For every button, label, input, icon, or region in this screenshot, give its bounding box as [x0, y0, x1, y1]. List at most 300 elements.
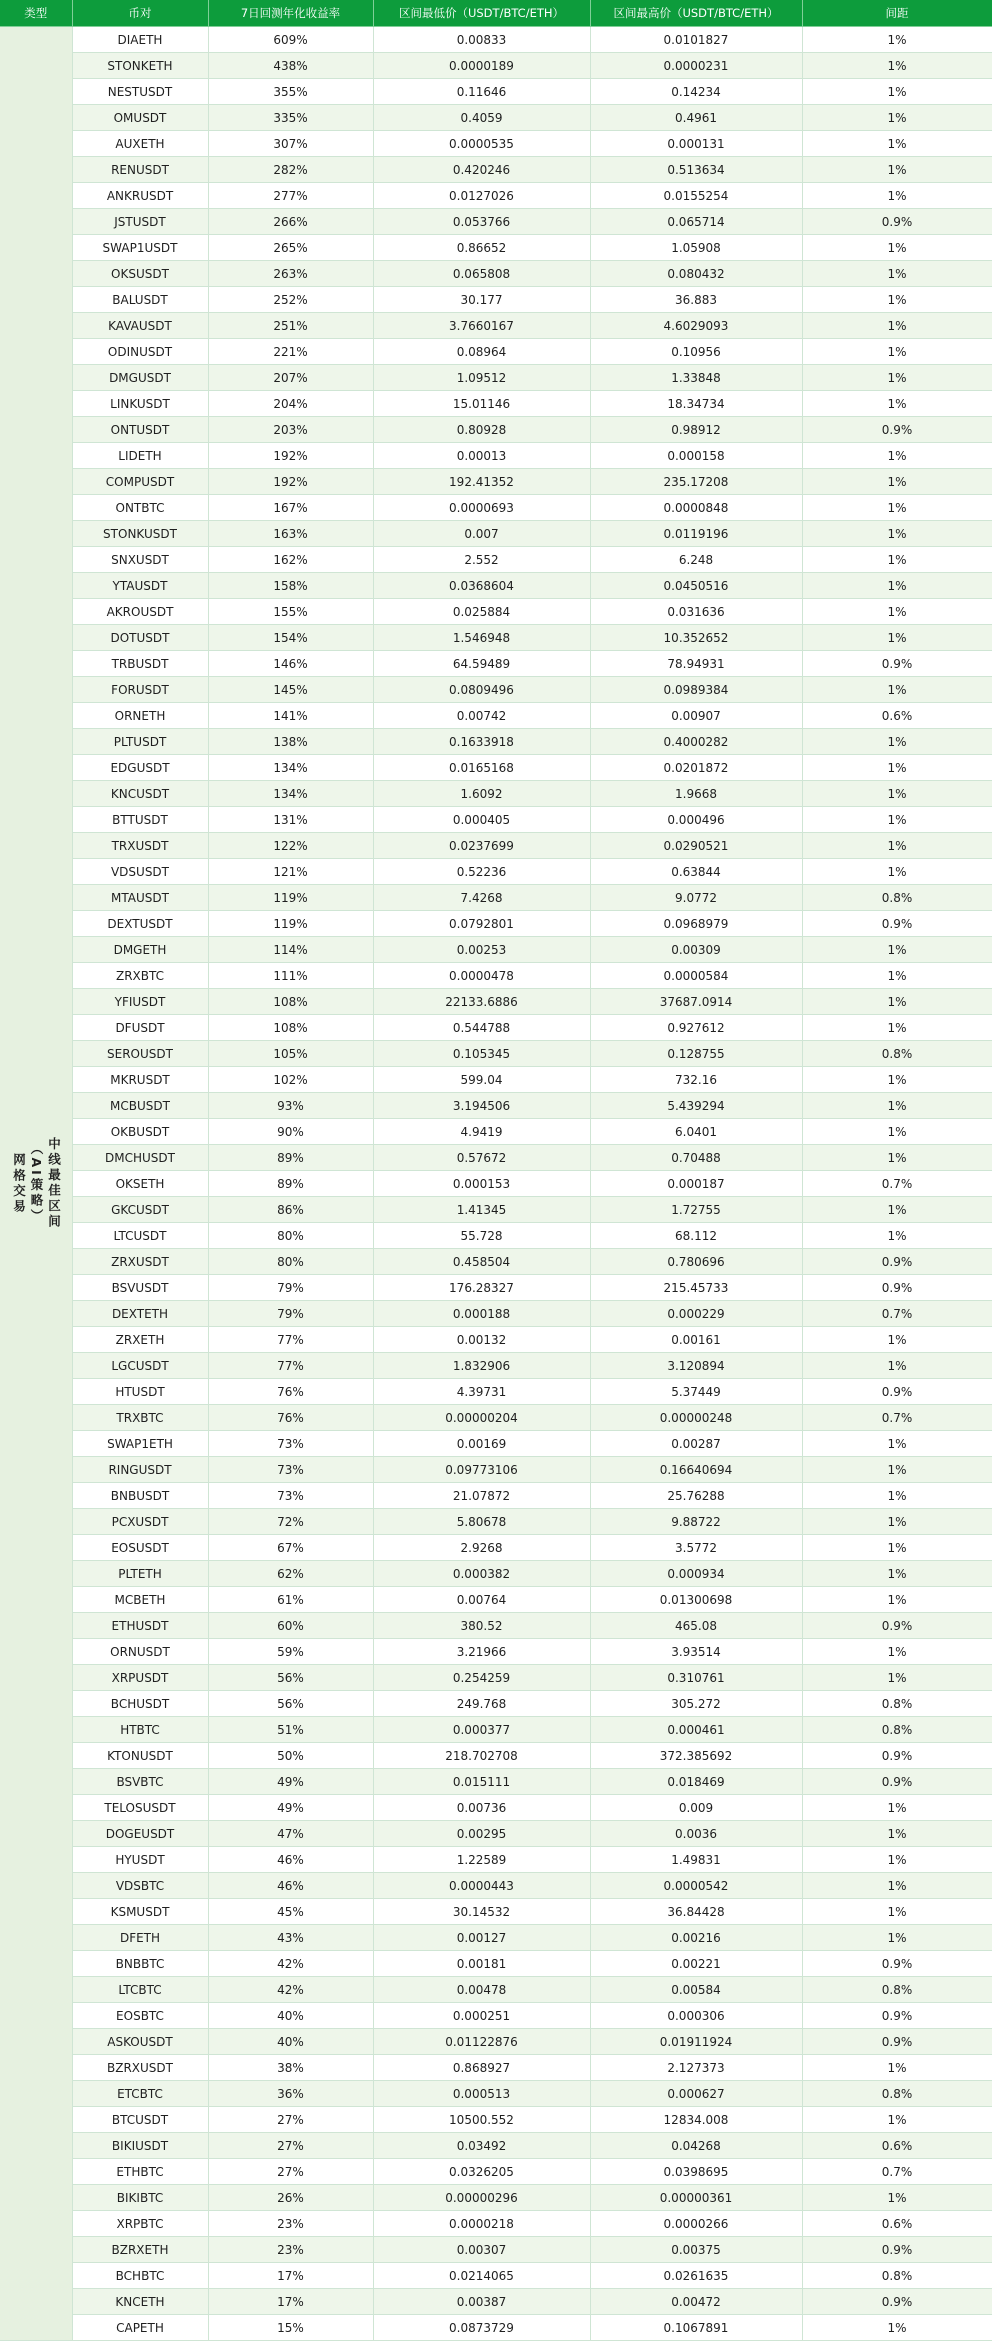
- cell-annual-return: 207%: [208, 365, 373, 391]
- cell-range-low: 0.00307: [373, 2237, 590, 2263]
- cell-range-high: 0.16640694: [590, 1457, 802, 1483]
- cell-annual-return: 141%: [208, 703, 373, 729]
- cell-spacing: 0.6%: [802, 2133, 992, 2159]
- cell-annual-return: 89%: [208, 1171, 373, 1197]
- cell-pair: BIKIBTC: [72, 2185, 208, 2211]
- cell-range-high: 3.93514: [590, 1639, 802, 1665]
- cell-range-high: 78.94931: [590, 651, 802, 677]
- cell-range-high: 0.128755: [590, 1041, 802, 1067]
- table-row: [0, 1197, 992, 1223]
- cell-range-high: 0.00000361: [590, 2185, 802, 2211]
- cell-pair: XRPUSDT: [72, 1665, 208, 1691]
- table-row: [0, 1743, 992, 1769]
- cell-pair: KNCETH: [72, 2289, 208, 2315]
- table-row: [0, 963, 992, 989]
- cell-range-low: 0.0873729: [373, 2315, 590, 2341]
- cell-pair: SWAP1ETH: [72, 1431, 208, 1457]
- cell-annual-return: 335%: [208, 105, 373, 131]
- cell-pair: EOSUSDT: [72, 1535, 208, 1561]
- cell-spacing: 1%: [802, 1353, 992, 1379]
- cell-range-low: 0.86652: [373, 235, 590, 261]
- cell-range-low: 0.0214065: [373, 2263, 590, 2289]
- cell-range-low: 0.000405: [373, 807, 590, 833]
- cell-annual-return: 204%: [208, 391, 373, 417]
- cell-spacing: 1%: [802, 677, 992, 703]
- cell-spacing: 0.9%: [802, 2289, 992, 2315]
- cell-range-high: 0.0290521: [590, 833, 802, 859]
- table-row: [0, 2055, 992, 2081]
- cell-annual-return: 56%: [208, 1665, 373, 1691]
- cell-pair: AKROUSDT: [72, 599, 208, 625]
- cell-range-high: 0.00000248: [590, 1405, 802, 1431]
- cell-spacing: 1%: [802, 1925, 992, 1951]
- cell-annual-return: 17%: [208, 2263, 373, 2289]
- cell-annual-return: 80%: [208, 1223, 373, 1249]
- cell-range-low: 15.01146: [373, 391, 590, 417]
- cell-pair: MTAUSDT: [72, 885, 208, 911]
- table-row: [0, 2211, 992, 2237]
- cell-annual-return: 131%: [208, 807, 373, 833]
- cell-range-high: 0.000158: [590, 443, 802, 469]
- cell-range-low: 21.07872: [373, 1483, 590, 1509]
- cell-annual-return: 609%: [208, 27, 373, 53]
- cell-spacing: 1%: [802, 53, 992, 79]
- cell-range-high: 0.0000848: [590, 495, 802, 521]
- cell-pair: TRXBTC: [72, 1405, 208, 1431]
- cell-range-high: 12834.008: [590, 2107, 802, 2133]
- cell-spacing: 0.8%: [802, 2263, 992, 2289]
- cell-pair: OMUSDT: [72, 105, 208, 131]
- cell-annual-return: 49%: [208, 1795, 373, 1821]
- cell-spacing: 0.6%: [802, 703, 992, 729]
- cell-pair: KAVAUSDT: [72, 313, 208, 339]
- cell-annual-return: 56%: [208, 1691, 373, 1717]
- cell-annual-return: 27%: [208, 2159, 373, 2185]
- cell-range-high: 0.927612: [590, 1015, 802, 1041]
- cell-range-low: 3.194506: [373, 1093, 590, 1119]
- table-row: [0, 573, 992, 599]
- table-row: [0, 2159, 992, 2185]
- table-row: [0, 1379, 992, 1405]
- cell-annual-return: 51%: [208, 1717, 373, 1743]
- table-row: [0, 2289, 992, 2315]
- cell-pair: ZRXUSDT: [72, 1249, 208, 1275]
- cell-annual-return: 40%: [208, 2029, 373, 2055]
- cell-annual-return: 73%: [208, 1431, 373, 1457]
- cell-pair: DMGETH: [72, 937, 208, 963]
- cell-spacing: 1%: [802, 1535, 992, 1561]
- table-row: [0, 677, 992, 703]
- cell-annual-return: 76%: [208, 1379, 373, 1405]
- cell-range-low: 0.0127026: [373, 183, 590, 209]
- cell-range-high: 465.08: [590, 1613, 802, 1639]
- cell-annual-return: 263%: [208, 261, 373, 287]
- table-row: [0, 1509, 992, 1535]
- cell-range-low: 192.41352: [373, 469, 590, 495]
- cell-pair: SWAP1USDT: [72, 235, 208, 261]
- cell-range-high: 4.6029093: [590, 313, 802, 339]
- cell-annual-return: 46%: [208, 1847, 373, 1873]
- cell-spacing: 0.9%: [802, 1249, 992, 1275]
- cell-annual-return: 438%: [208, 53, 373, 79]
- cell-spacing: 1%: [802, 1587, 992, 1613]
- table-row: [0, 911, 992, 937]
- cell-annual-return: 158%: [208, 573, 373, 599]
- table-row: [0, 2263, 992, 2289]
- cell-pair: LTCBTC: [72, 1977, 208, 2003]
- cell-range-low: 0.105345: [373, 1041, 590, 1067]
- table-row: [0, 287, 992, 313]
- table-row: [0, 2185, 992, 2211]
- cell-range-high: 0.0000542: [590, 1873, 802, 1899]
- cell-pair: DMCHUSDT: [72, 1145, 208, 1171]
- cell-range-high: 0.0119196: [590, 521, 802, 547]
- cell-spacing: 1%: [802, 1821, 992, 1847]
- cell-pair: DOGEUSDT: [72, 1821, 208, 1847]
- cell-spacing: 1%: [802, 183, 992, 209]
- cell-range-high: 1.72755: [590, 1197, 802, 1223]
- cell-spacing: 1%: [802, 2055, 992, 2081]
- cell-range-low: 0.00000296: [373, 2185, 590, 2211]
- header-range-low: 区间最低价（USDT/BTC/ETH）: [373, 0, 590, 27]
- cell-pair: BCHBTC: [72, 2263, 208, 2289]
- cell-spacing: 1%: [802, 1093, 992, 1119]
- cell-annual-return: 134%: [208, 755, 373, 781]
- table-row: [0, 131, 992, 157]
- cell-spacing: 0.9%: [802, 417, 992, 443]
- cell-range-low: 10500.552: [373, 2107, 590, 2133]
- cell-pair: BSVBTC: [72, 1769, 208, 1795]
- cell-pair: YFIUSDT: [72, 989, 208, 1015]
- cell-range-low: 0.0000218: [373, 2211, 590, 2237]
- cell-range-high: 25.76288: [590, 1483, 802, 1509]
- cell-annual-return: 105%: [208, 1041, 373, 1067]
- table-row: [0, 1977, 992, 2003]
- cell-range-high: 0.018469: [590, 1769, 802, 1795]
- cell-pair: EDGUSDT: [72, 755, 208, 781]
- cell-annual-return: 45%: [208, 1899, 373, 1925]
- table-row: [0, 1093, 992, 1119]
- cell-pair: OKBUSDT: [72, 1119, 208, 1145]
- cell-pair: PLTETH: [72, 1561, 208, 1587]
- table-row: [0, 2029, 992, 2055]
- table-row: [0, 1223, 992, 1249]
- cell-range-high: 0.0000584: [590, 963, 802, 989]
- cell-spacing: 1%: [802, 729, 992, 755]
- cell-range-high: 0.009: [590, 1795, 802, 1821]
- cell-annual-return: 46%: [208, 1873, 373, 1899]
- cell-range-low: 0.09773106: [373, 1457, 590, 1483]
- cell-pair: OKSETH: [72, 1171, 208, 1197]
- cell-annual-return: 108%: [208, 989, 373, 1015]
- cell-pair: LINKUSDT: [72, 391, 208, 417]
- table-row: [0, 521, 992, 547]
- table-row: [0, 1145, 992, 1171]
- table-row: [0, 1821, 992, 1847]
- cell-range-low: 30.14532: [373, 1899, 590, 1925]
- table-row: [0, 2315, 992, 2341]
- cell-range-high: 0.0155254: [590, 183, 802, 209]
- cell-spacing: 1%: [802, 833, 992, 859]
- cell-pair: BTTUSDT: [72, 807, 208, 833]
- cell-range-high: 0.63844: [590, 859, 802, 885]
- cell-pair: BNBUSDT: [72, 1483, 208, 1509]
- cell-range-high: 0.780696: [590, 1249, 802, 1275]
- cell-annual-return: 145%: [208, 677, 373, 703]
- cell-spacing: 1%: [802, 443, 992, 469]
- cell-pair: KNCUSDT: [72, 781, 208, 807]
- cell-spacing: 0.7%: [802, 2159, 992, 2185]
- table-row: [0, 703, 992, 729]
- cell-range-high: 3.5772: [590, 1535, 802, 1561]
- cell-spacing: 1%: [802, 391, 992, 417]
- cell-spacing: 0.8%: [802, 1691, 992, 1717]
- cell-annual-return: 43%: [208, 1925, 373, 1951]
- cell-range-high: 0.00584: [590, 1977, 802, 2003]
- table-row: [0, 391, 992, 417]
- table-row: [0, 1067, 992, 1093]
- cell-pair: DIAETH: [72, 27, 208, 53]
- cell-spacing: 1%: [802, 937, 992, 963]
- cell-pair: MCBUSDT: [72, 1093, 208, 1119]
- cell-pair: MKRUSDT: [72, 1067, 208, 1093]
- cell-pair: DOTUSDT: [72, 625, 208, 651]
- table-row: [0, 729, 992, 755]
- cell-spacing: 1%: [802, 1639, 992, 1665]
- cell-spacing: 1%: [802, 131, 992, 157]
- table-row: [0, 1899, 992, 1925]
- cell-range-high: 0.0989384: [590, 677, 802, 703]
- cell-range-high: 0.04268: [590, 2133, 802, 2159]
- cell-pair: STONKUSDT: [72, 521, 208, 547]
- table-row: [0, 1301, 992, 1327]
- cell-annual-return: 167%: [208, 495, 373, 521]
- table-row: [0, 1483, 992, 1509]
- table-row: [0, 2107, 992, 2133]
- cell-range-low: 0.458504: [373, 1249, 590, 1275]
- cell-annual-return: 62%: [208, 1561, 373, 1587]
- cell-range-low: 0.08964: [373, 339, 590, 365]
- cell-range-high: 10.352652: [590, 625, 802, 651]
- cell-annual-return: 36%: [208, 2081, 373, 2107]
- cell-pair: VDSBTC: [72, 1873, 208, 1899]
- cell-range-high: 0.000229: [590, 1301, 802, 1327]
- cell-annual-return: 60%: [208, 1613, 373, 1639]
- table-row: [0, 1119, 992, 1145]
- cell-spacing: 1%: [802, 1561, 992, 1587]
- cell-pair: OKSUSDT: [72, 261, 208, 287]
- cell-annual-return: 86%: [208, 1197, 373, 1223]
- table-row: [0, 235, 992, 261]
- cell-annual-return: 154%: [208, 625, 373, 651]
- table-row: [0, 1587, 992, 1613]
- cell-pair: KTONUSDT: [72, 1743, 208, 1769]
- cell-spacing: 1%: [802, 599, 992, 625]
- cell-annual-return: 50%: [208, 1743, 373, 1769]
- cell-pair: RINGUSDT: [72, 1457, 208, 1483]
- cell-spacing: 0.8%: [802, 1977, 992, 2003]
- cell-spacing: 1%: [802, 1483, 992, 1509]
- cell-range-high: 3.120894: [590, 1353, 802, 1379]
- cell-range-high: 0.00287: [590, 1431, 802, 1457]
- table-row: [0, 1665, 992, 1691]
- table-row: [0, 1171, 992, 1197]
- cell-range-high: 0.031636: [590, 599, 802, 625]
- cell-pair: COMPUSDT: [72, 469, 208, 495]
- cell-range-high: 0.00161: [590, 1327, 802, 1353]
- cell-annual-return: 102%: [208, 1067, 373, 1093]
- cell-spacing: 0.9%: [802, 209, 992, 235]
- cell-range-low: 0.065808: [373, 261, 590, 287]
- cell-range-high: 0.0000266: [590, 2211, 802, 2237]
- table-row: [0, 1353, 992, 1379]
- cell-range-low: 0.00478: [373, 1977, 590, 2003]
- cell-range-high: 9.0772: [590, 885, 802, 911]
- cell-annual-return: 40%: [208, 2003, 373, 2029]
- cell-range-low: 4.39731: [373, 1379, 590, 1405]
- cell-annual-return: 111%: [208, 963, 373, 989]
- cell-spacing: 1%: [802, 521, 992, 547]
- table-row: [0, 157, 992, 183]
- cell-annual-return: 73%: [208, 1483, 373, 1509]
- cell-spacing: 1%: [802, 1327, 992, 1353]
- table-row: [0, 495, 992, 521]
- cell-spacing: 1%: [802, 573, 992, 599]
- cell-spacing: 1%: [802, 807, 992, 833]
- header-row: [0, 0, 992, 27]
- table-body: [0, 27, 992, 2341]
- cell-range-high: 0.00309: [590, 937, 802, 963]
- cell-pair: ETHUSDT: [72, 1613, 208, 1639]
- table-row: [0, 1327, 992, 1353]
- cell-spacing: 0.9%: [802, 1769, 992, 1795]
- cell-range-high: 1.49831: [590, 1847, 802, 1873]
- table-row: [0, 1015, 992, 1041]
- cell-annual-return: 282%: [208, 157, 373, 183]
- cell-range-high: 5.37449: [590, 1379, 802, 1405]
- cell-spacing: 0.6%: [802, 2211, 992, 2237]
- cell-spacing: 0.9%: [802, 1613, 992, 1639]
- table-row: [0, 27, 992, 53]
- cell-range-high: 0.080432: [590, 261, 802, 287]
- cell-range-high: 235.17208: [590, 469, 802, 495]
- cell-annual-return: 59%: [208, 1639, 373, 1665]
- cell-range-low: 0.000377: [373, 1717, 590, 1743]
- table-row: [0, 807, 992, 833]
- cell-range-low: 0.52236: [373, 859, 590, 885]
- cell-annual-return: 134%: [208, 781, 373, 807]
- table-row: [0, 599, 992, 625]
- cell-spacing: 0.8%: [802, 1041, 992, 1067]
- cell-pair: BSVUSDT: [72, 1275, 208, 1301]
- cell-range-high: 1.05908: [590, 235, 802, 261]
- cell-pair: MCBETH: [72, 1587, 208, 1613]
- cell-spacing: 1%: [802, 1873, 992, 1899]
- cell-range-high: 215.45733: [590, 1275, 802, 1301]
- cell-annual-return: 73%: [208, 1457, 373, 1483]
- cell-range-high: 0.01911924: [590, 2029, 802, 2055]
- cell-spacing: 1%: [802, 2315, 992, 2341]
- cell-pair: SNXUSDT: [72, 547, 208, 573]
- category-label: [0, 1137, 72, 1230]
- cell-pair: STONKETH: [72, 53, 208, 79]
- header-type: 类型: [0, 0, 72, 27]
- cell-spacing: 1%: [802, 1795, 992, 1821]
- cell-pair: PLTUSDT: [72, 729, 208, 755]
- cell-annual-return: 108%: [208, 1015, 373, 1041]
- cell-range-high: 18.34734: [590, 391, 802, 417]
- cell-annual-return: 47%: [208, 1821, 373, 1847]
- cell-range-high: 2.127373: [590, 2055, 802, 2081]
- cell-range-low: 0.000188: [373, 1301, 590, 1327]
- cell-annual-return: 38%: [208, 2055, 373, 2081]
- table-row: [0, 417, 992, 443]
- cell-range-low: 0.015111: [373, 1769, 590, 1795]
- cell-range-low: 1.41345: [373, 1197, 590, 1223]
- cell-range-low: 1.546948: [373, 625, 590, 651]
- table-row: [0, 781, 992, 807]
- cell-spacing: 1%: [802, 989, 992, 1015]
- cell-annual-return: 277%: [208, 183, 373, 209]
- cell-annual-return: 155%: [208, 599, 373, 625]
- cell-spacing: 1%: [802, 1899, 992, 1925]
- cell-pair: CAPETH: [72, 2315, 208, 2341]
- cell-range-high: 0.0000231: [590, 53, 802, 79]
- cell-range-high: 0.0036: [590, 1821, 802, 1847]
- cell-pair: ORNETH: [72, 703, 208, 729]
- cell-spacing: 1%: [802, 287, 992, 313]
- cell-pair: BTCUSDT: [72, 2107, 208, 2133]
- cell-range-low: 0.0000189: [373, 53, 590, 79]
- cell-spacing: 1%: [802, 469, 992, 495]
- cell-range-high: 5.439294: [590, 1093, 802, 1119]
- cell-range-low: 30.177: [373, 287, 590, 313]
- cell-pair: DFUSDT: [72, 1015, 208, 1041]
- cell-range-low: 599.04: [373, 1067, 590, 1093]
- cell-spacing: 1%: [802, 105, 992, 131]
- cell-pair: VDSUSDT: [72, 859, 208, 885]
- cell-range-low: 7.4268: [373, 885, 590, 911]
- cell-range-high: 732.16: [590, 1067, 802, 1093]
- cell-range-low: 1.22589: [373, 1847, 590, 1873]
- cell-annual-return: 138%: [208, 729, 373, 755]
- cell-range-low: 0.00742: [373, 703, 590, 729]
- cell-pair: ORNUSDT: [72, 1639, 208, 1665]
- cell-pair: ZRXBTC: [72, 963, 208, 989]
- cell-pair: RENUSDT: [72, 157, 208, 183]
- cell-pair: TRBUSDT: [72, 651, 208, 677]
- table-row: [0, 313, 992, 339]
- cell-range-high: 0.000131: [590, 131, 802, 157]
- table-row: [0, 365, 992, 391]
- cell-range-low: 0.00127: [373, 1925, 590, 1951]
- cell-spacing: 1%: [802, 547, 992, 573]
- cell-range-low: 1.6092: [373, 781, 590, 807]
- cell-range-high: 36.883: [590, 287, 802, 313]
- cell-range-low: 0.00181: [373, 1951, 590, 1977]
- cell-spacing: 0.9%: [802, 1951, 992, 1977]
- cell-spacing: 0.9%: [802, 1743, 992, 1769]
- category-cell: [0, 27, 72, 2341]
- cell-range-low: 0.0000535: [373, 131, 590, 157]
- cell-annual-return: 79%: [208, 1301, 373, 1327]
- table-row: [0, 1561, 992, 1587]
- cell-spacing: 1%: [802, 157, 992, 183]
- header-range-high: 区间最高价（USDT/BTC/ETH）: [590, 0, 802, 27]
- cell-pair: LGCUSDT: [72, 1353, 208, 1379]
- cell-range-high: 0.4000282: [590, 729, 802, 755]
- cell-range-high: 0.00216: [590, 1925, 802, 1951]
